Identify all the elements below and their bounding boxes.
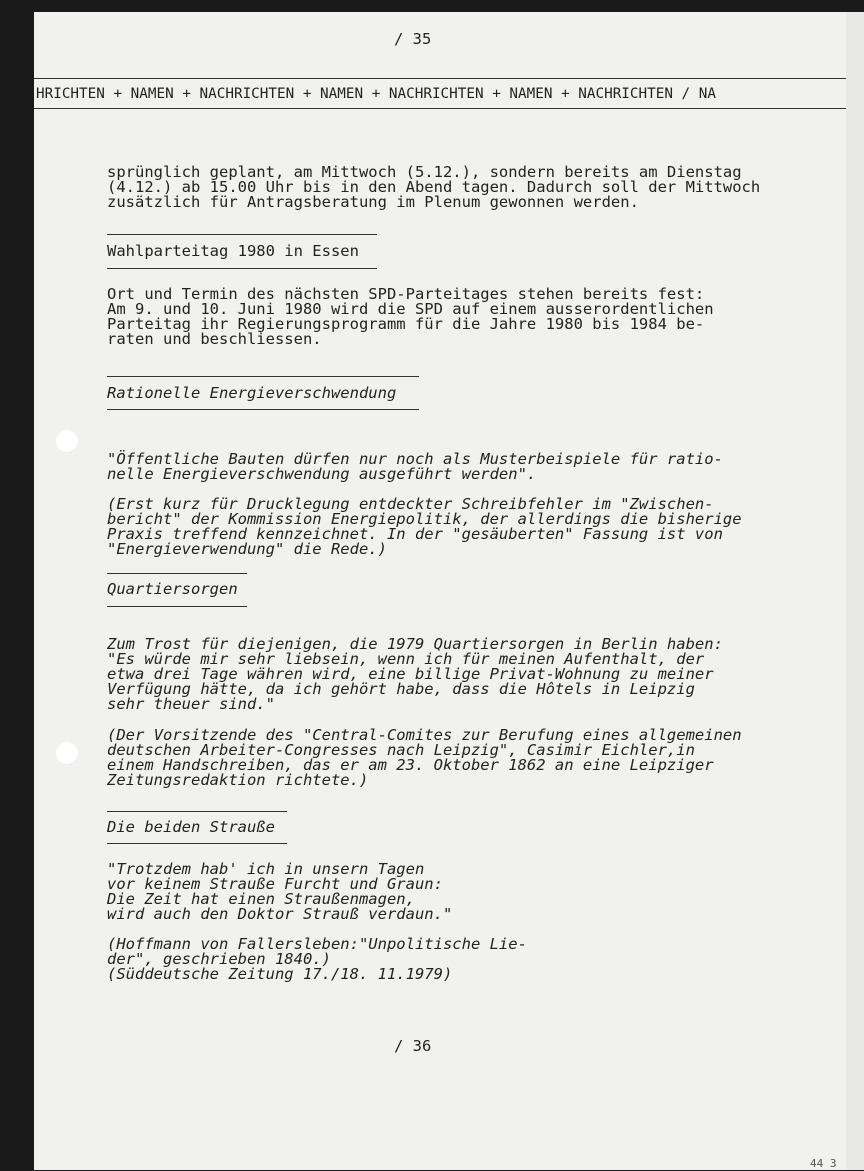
banner-bottom-rule — [34, 108, 846, 109]
section-note: (Der Vorsitzende des "Central-Comites zur Berufung eines allgemeinen deutschen Arbeiter-Congresses nach Leipzig", Casimir Eichler,in einem Handschreiben, das er am 23. Oktober 1862 an eine Leipziger Zeitungsredaktion richtete.) — [107, 726, 742, 789]
section-heading: Quartiersorgen — [107, 580, 238, 598]
punch-hole — [56, 742, 78, 764]
section-rule-top — [107, 573, 247, 574]
section-note: (Erst kurz für Drucklegung entdeckter Schreibfehler im "Zwischen- bericht" der Kommission Energiepolitik, der allerdings die bisherige Praxis treffend kennzeichnet. In der "gesäuberten" Fassung ist von "Energieverwendung" die Rede.) — [107, 495, 742, 558]
corner-mark: 44 3 — [810, 1157, 837, 1170]
document-page — [34, 12, 846, 1170]
section-quote: "Öffentliche Bauten dürfen nur noch als Musterbeispiele für ratio- nelle Energieverschwendung ausgeführt werden". — [107, 450, 723, 483]
section-body: Ort und Termin des nächsten SPD-Parteitages stehen bereits fest: Am 9. und 10. Juni 1980 wird die SPD auf einem ausserordentlichen Parteitag ihr Regierungsprogramm für die Jahre 1980 bis 1984 be- raten und beschliessen. — [107, 285, 714, 348]
scan-edge — [846, 12, 864, 1170]
section-quote: "Trotzdem hab' ich in unsern Tagen vor keinem Strauße Furcht und Graun: Die Zeit hat einen Straußenmagen, wird auch den Doktor Strauß verdaun." — [107, 860, 453, 923]
section-rule-top — [107, 376, 419, 377]
section-rule-top — [107, 811, 287, 812]
section-rule-top — [107, 234, 377, 235]
punch-hole — [56, 430, 78, 452]
banner-top-rule — [34, 78, 846, 79]
section-rule-bottom — [107, 606, 247, 607]
section-quote: Zum Trost für diejenigen, die 1979 Quartiersorgen in Berlin haben: "Es würde mir sehr liebsein, wenn ich für meinen Aufenthalt, der etwa drei Tage währen wird, eine billige Privat-Wohnung zu meiner Verfügung hätte, da ich gehört habe, dass die Hôtels in Leipzig sehr theuer sind." — [107, 635, 723, 713]
section-rule-bottom — [107, 268, 377, 269]
header-banner: HRICHTEN + NAMEN + NACHRICHTEN + NAMEN + NACHRICHTEN + NAMEN + NACHRICHTEN / NA — [36, 86, 716, 102]
page-number-top: / 35 — [394, 30, 432, 48]
section-note: (Hoffmann von Fallersleben:"Unpolitische Lie- der", geschrieben 1840.) (Süddeutsche Zeitung 17./18. 11.1979) — [107, 935, 527, 983]
intro-paragraph: sprünglich geplant, am Mittwoch (5.12.), sondern bereits am Dienstag (4.12.) ab 15.00 Uhr bis in den Abend tagen. Dadurch soll der Mittwoch zusätzlich für Antragsberatung im Plenum gewonnen werden. — [107, 163, 761, 211]
section-heading: Wahlparteitag 1980 in Essen — [107, 242, 359, 260]
section-heading: Die beiden Strauße — [107, 818, 275, 836]
section-rule-bottom — [107, 843, 287, 844]
section-rule-bottom — [107, 409, 419, 410]
page-number-bottom: / 36 — [394, 1037, 432, 1055]
section-heading: Rationelle Energieverschwendung — [107, 384, 397, 402]
